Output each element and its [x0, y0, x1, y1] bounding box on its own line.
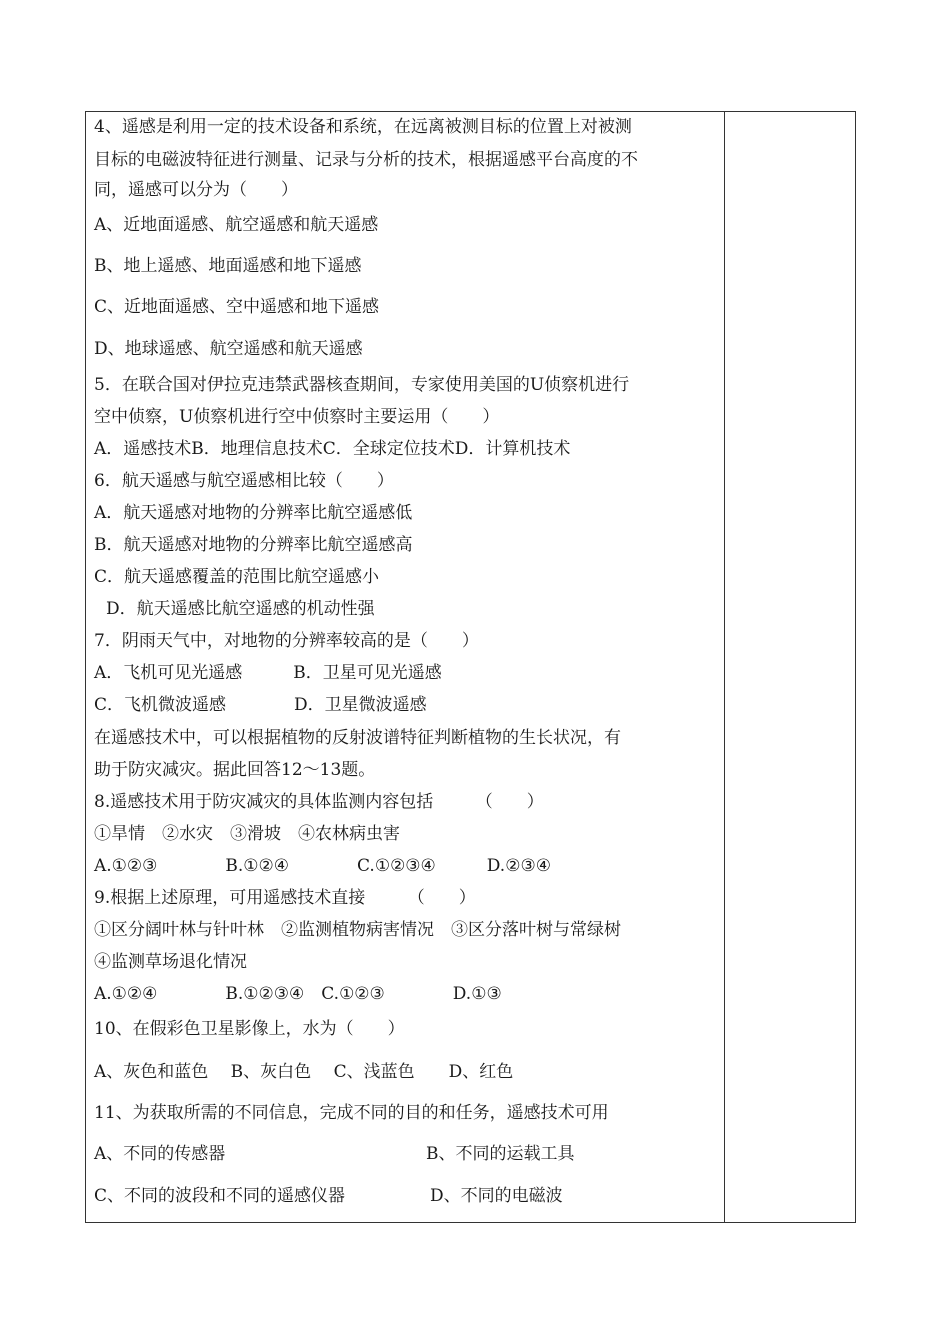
- question-column: [86, 112, 724, 1222]
- q11-option-d: D、不同的电磁波: [430, 1186, 563, 1206]
- q9-stem: 9.根据上述原理，可用遥感技术直接 （ ）: [94, 888, 476, 908]
- q10-stem: 10、在假彩色卫星影像上，水为（ ）: [94, 1019, 405, 1039]
- q11-option-b: B、不同的运载工具: [426, 1144, 575, 1164]
- q8-stem: 8.遥感技术用于防灾减灾的具体监测内容包括 （ ）: [94, 792, 544, 812]
- worksheet-table: [85, 111, 856, 1223]
- q11-stem: 11、为获取所需的不同信息，完成不同的目的和任务，遥感技术可用: [94, 1103, 609, 1123]
- q8-options: A.①②③ B.①②④ C.①②③④ D.②③④: [94, 856, 551, 876]
- q4-option-a: A、近地面遥感、航空遥感和航天遥感: [94, 215, 379, 235]
- q6-option-c: C．航天遥感覆盖的范围比航空遥感小: [94, 567, 380, 587]
- q5-stem-line2: 空中侦察，U侦察机进行空中侦察时主要运用（ ）: [94, 407, 500, 427]
- passage-line1: 在遥感技术中，可以根据植物的反射波谱特征判断植物的生长状况，有: [94, 728, 621, 748]
- q7-stem: 7．阴雨天气中，对地物的分辨率较高的是（ ）: [94, 631, 479, 651]
- q11-option-a: A、不同的传感器: [94, 1144, 226, 1164]
- q6-stem: 6．航天遥感与航空遥感相比较（ ）: [94, 471, 394, 491]
- q11-option-c: C、不同的波段和不同的遥感仪器: [94, 1186, 346, 1206]
- column-divider: [724, 112, 725, 1222]
- q10-options: A、灰色和蓝色 B、灰白色 C、浅蓝色 D、红色: [94, 1062, 514, 1082]
- q4-stem-line3: 同，遥感可以分为（ ）: [94, 180, 298, 200]
- q9-items-line2: ④监测草场退化情况: [94, 952, 247, 972]
- q8-items: ①旱情 ②水灾 ③滑坡 ④农林病虫害: [94, 824, 400, 844]
- q6-option-a: A．航天遥感对地物的分辨率比航空遥感低: [94, 503, 413, 523]
- q5-stem-line1: 5．在联合国对伊拉克违禁武器核查期间，专家使用美国的U侦察机进行: [94, 375, 630, 395]
- passage-line2: 助于防灾减灾。据此回答12～13题。: [94, 760, 376, 780]
- q4-option-c: C、近地面遥感、空中遥感和地下遥感: [94, 297, 380, 317]
- q7-options-cd: C．飞机微波遥感 D．卫星微波遥感: [94, 695, 427, 715]
- q4-option-d: D、地球遥感、航空遥感和航天遥感: [94, 339, 363, 359]
- q6-option-b: B．航天遥感对地物的分辨率比航空遥感高: [94, 535, 413, 555]
- q4-option-b: B、地上遥感、地面遥感和地下遥感: [94, 256, 362, 276]
- q4-stem-line2: 目标的电磁波特征进行测量、记录与分析的技术，根据遥感平台高度的不: [94, 150, 638, 170]
- q5-options: A．遥感技术B．地理信息技术C．全球定位技术D．计算机技术: [94, 439, 571, 459]
- q7-options-ab: A．飞机可见光遥感 B．卫星可见光遥感: [94, 663, 442, 683]
- q4-stem-line1: 4、遥感是利用一定的技术设备和系统，在远离被测目标的位置上对被测: [94, 117, 632, 137]
- q6-option-d: D．航天遥感比航空遥感的机动性强: [106, 599, 375, 619]
- q9-items-line1: ①区分阔叶林与针叶林 ②监测植物病害情况 ③区分落叶树与常绿树: [94, 920, 621, 940]
- q9-options: A.①②④ B.①②③④ C.①②③ D.①③: [94, 984, 502, 1004]
